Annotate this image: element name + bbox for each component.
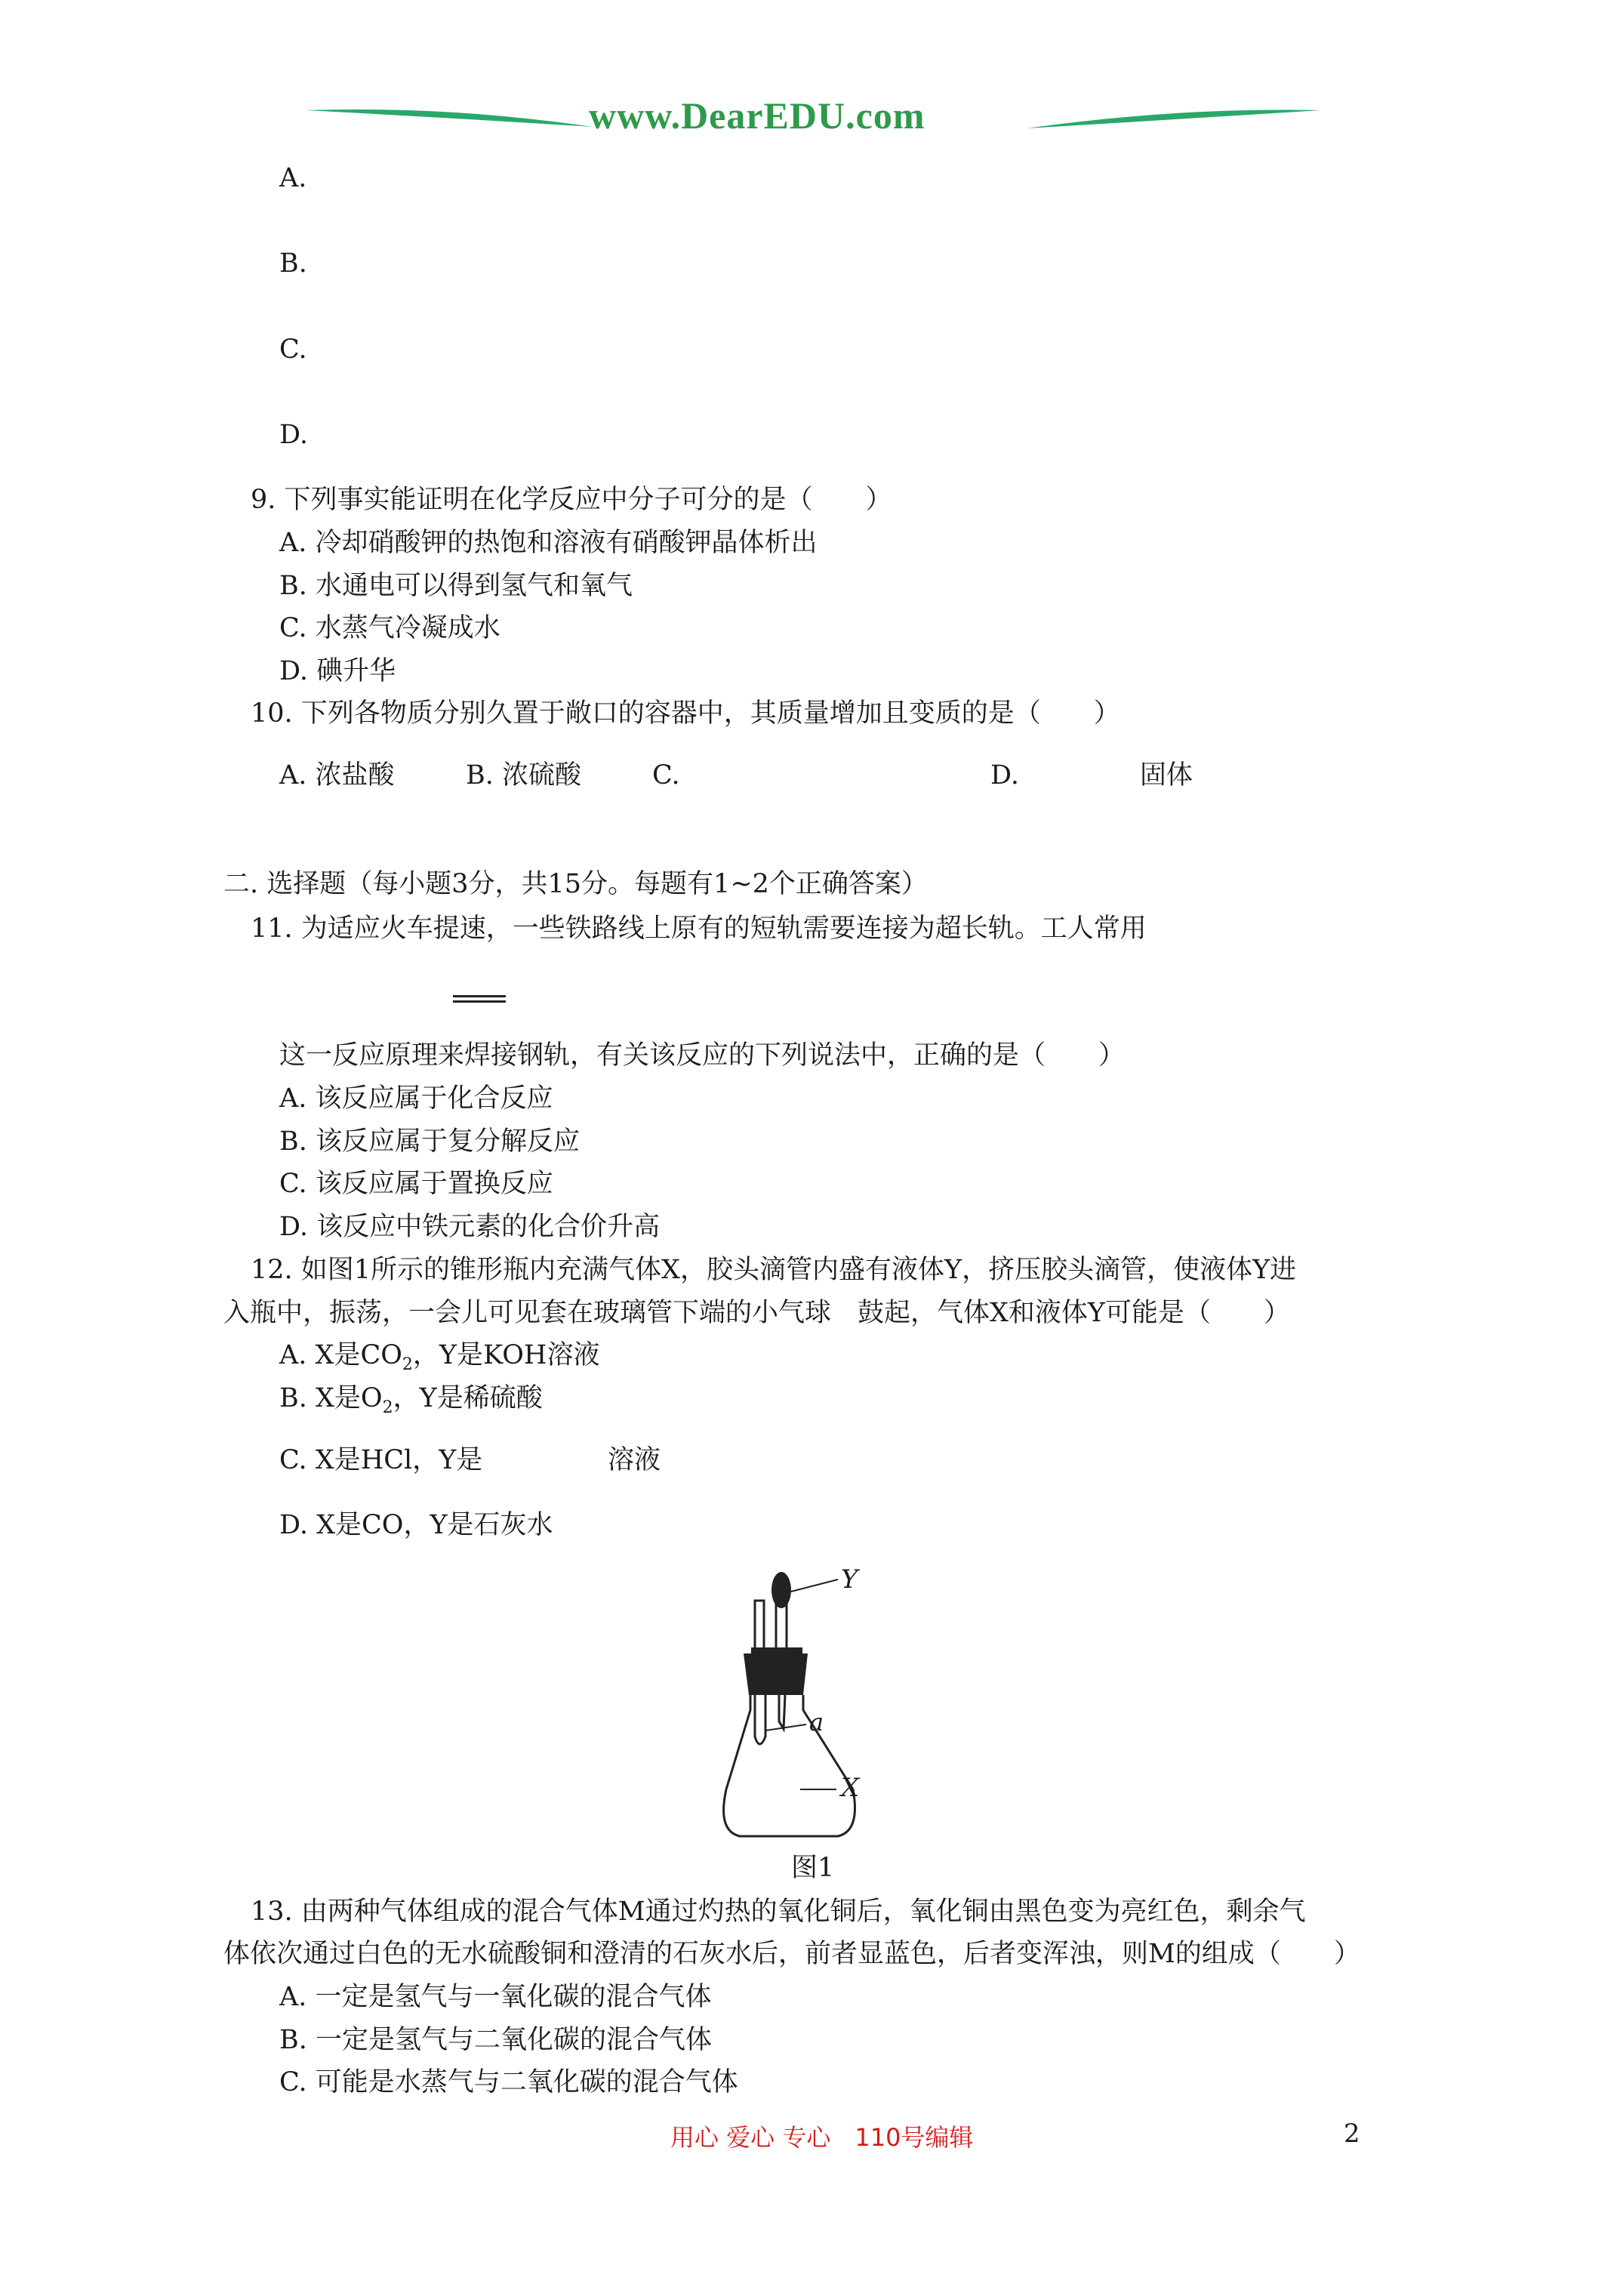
q12-option-a-post: ，Y是KOH溶液 bbox=[412, 1340, 600, 1370]
q11-option-d: D. 该反应中铁元素的化合价升高 bbox=[279, 1212, 661, 1242]
header-swoosh-right bbox=[1027, 106, 1321, 136]
header-swoosh-left bbox=[306, 104, 593, 134]
figure-caption: 图1 bbox=[791, 1853, 835, 1883]
figure-label-x: X bbox=[841, 1773, 860, 1803]
q12-option-c: C. X是HCl，Y是 bbox=[279, 1445, 483, 1475]
q12-option-a bbox=[279, 1339, 599, 1382]
q12-stem: 12. 如图1所示的锥形瓶内充满气体X，胶头滴管内盛有液体Y，挤压胶头滴管，使液体Y进 bbox=[251, 1255, 1297, 1285]
q11-stem-2: 这一反应原理来焊接钢轨，有关该反应的下列说法中，正确的是（ ） bbox=[279, 1040, 1126, 1071]
q12-option-a-sub: 2 bbox=[402, 1355, 413, 1374]
q11-option-a: A. 该反应属于化合反应 bbox=[279, 1083, 553, 1114]
q11-option-c: C. 该反应属于置换反应 bbox=[279, 1169, 553, 1199]
figure-1-flask bbox=[710, 1563, 929, 1850]
q9-option-a: A. 冷却硝酸钾的热饱和溶液有硝酸钾晶体析出 bbox=[279, 528, 818, 558]
section2-title: 二. 选择题（每小题3分，共15分。每题有1~2个正确答案） bbox=[223, 869, 928, 899]
site-logo: www.DearEDU.com bbox=[589, 94, 925, 137]
q13-stem-2: 体依次通过白色的无水硫酸铜和澄清的石灰水后，前者显蓝色，后者变浑浊，则M的组成（ ） bbox=[223, 1939, 1360, 1969]
q12-option-b bbox=[279, 1382, 543, 1425]
q13-option-b: B. 一定是氢气与二氧化碳的混合气体 bbox=[279, 2025, 712, 2055]
figure-label-a: a bbox=[809, 1708, 824, 1737]
q12-option-c-tail: 溶液 bbox=[608, 1445, 661, 1475]
q10-option-d: D. bbox=[990, 760, 1019, 791]
figure-label-y: Y bbox=[841, 1564, 858, 1595]
q9-option-c: C. 水蒸气冷凝成水 bbox=[279, 613, 500, 643]
reaction-equals-sign bbox=[453, 995, 506, 1003]
q12-option-b-pre: B. X是O bbox=[279, 1383, 383, 1413]
q10-option-b: B. 浓硫酸 bbox=[466, 760, 581, 791]
q10-option-a: A. 浓盐酸 bbox=[279, 760, 395, 791]
q13-stem: 13. 由两种气体组成的混合气体M通过灼热的氧化铜后，氧化铜由黑色变为亮红色，剩余气 bbox=[251, 1897, 1306, 1927]
q9-option-d: D. 碘升华 bbox=[279, 656, 396, 686]
q11-option-b: B. 该反应属于复分解反应 bbox=[279, 1126, 580, 1157]
q10-option-d-tail: 固体 bbox=[1140, 760, 1193, 791]
q8-option-c: C. bbox=[279, 334, 307, 365]
q12-stem-2: 入瓶中，振荡，一会儿可见套在玻璃管下端的小气球 鼓起，气体X和液体Y可能是（ ） bbox=[223, 1298, 1291, 1328]
q8-option-a: A. bbox=[279, 163, 307, 193]
page-number: 2 bbox=[1344, 2119, 1360, 2149]
q13-option-c: C. 可能是水蒸气与二氧化碳的混合气体 bbox=[279, 2067, 738, 2097]
q12-option-a-pre: A. X是CO bbox=[279, 1340, 402, 1370]
q12-option-b-sub: 2 bbox=[382, 1398, 393, 1417]
q8-option-b: B. bbox=[279, 248, 307, 279]
q12-option-d: D. X是CO，Y是石灰水 bbox=[279, 1510, 553, 1540]
q10-stem: 10. 下列各物质分别久置于敞口的容器中，其质量增加且变质的是（ ） bbox=[251, 698, 1120, 729]
q8-option-d: D. bbox=[279, 420, 308, 450]
q10-option-c: C. bbox=[652, 760, 680, 791]
q9-stem: 9. 下列事实能证明在化学反应中分子可分的是（ ） bbox=[251, 485, 892, 515]
footer-text: 用心 爱心 专心 110号编辑 bbox=[670, 2123, 974, 2152]
q12-option-b-post: ，Y是稀硫酸 bbox=[393, 1383, 543, 1413]
q9-option-b: B. 水通电可以得到氢气和氧气 bbox=[279, 571, 633, 601]
q11-stem: 11. 为适应火车提速，一些铁路线上原有的短轨需要连接为超长轨。工人常用 bbox=[251, 914, 1147, 944]
q13-option-a: A. 一定是氢气与一氧化碳的混合气体 bbox=[279, 1982, 712, 2012]
